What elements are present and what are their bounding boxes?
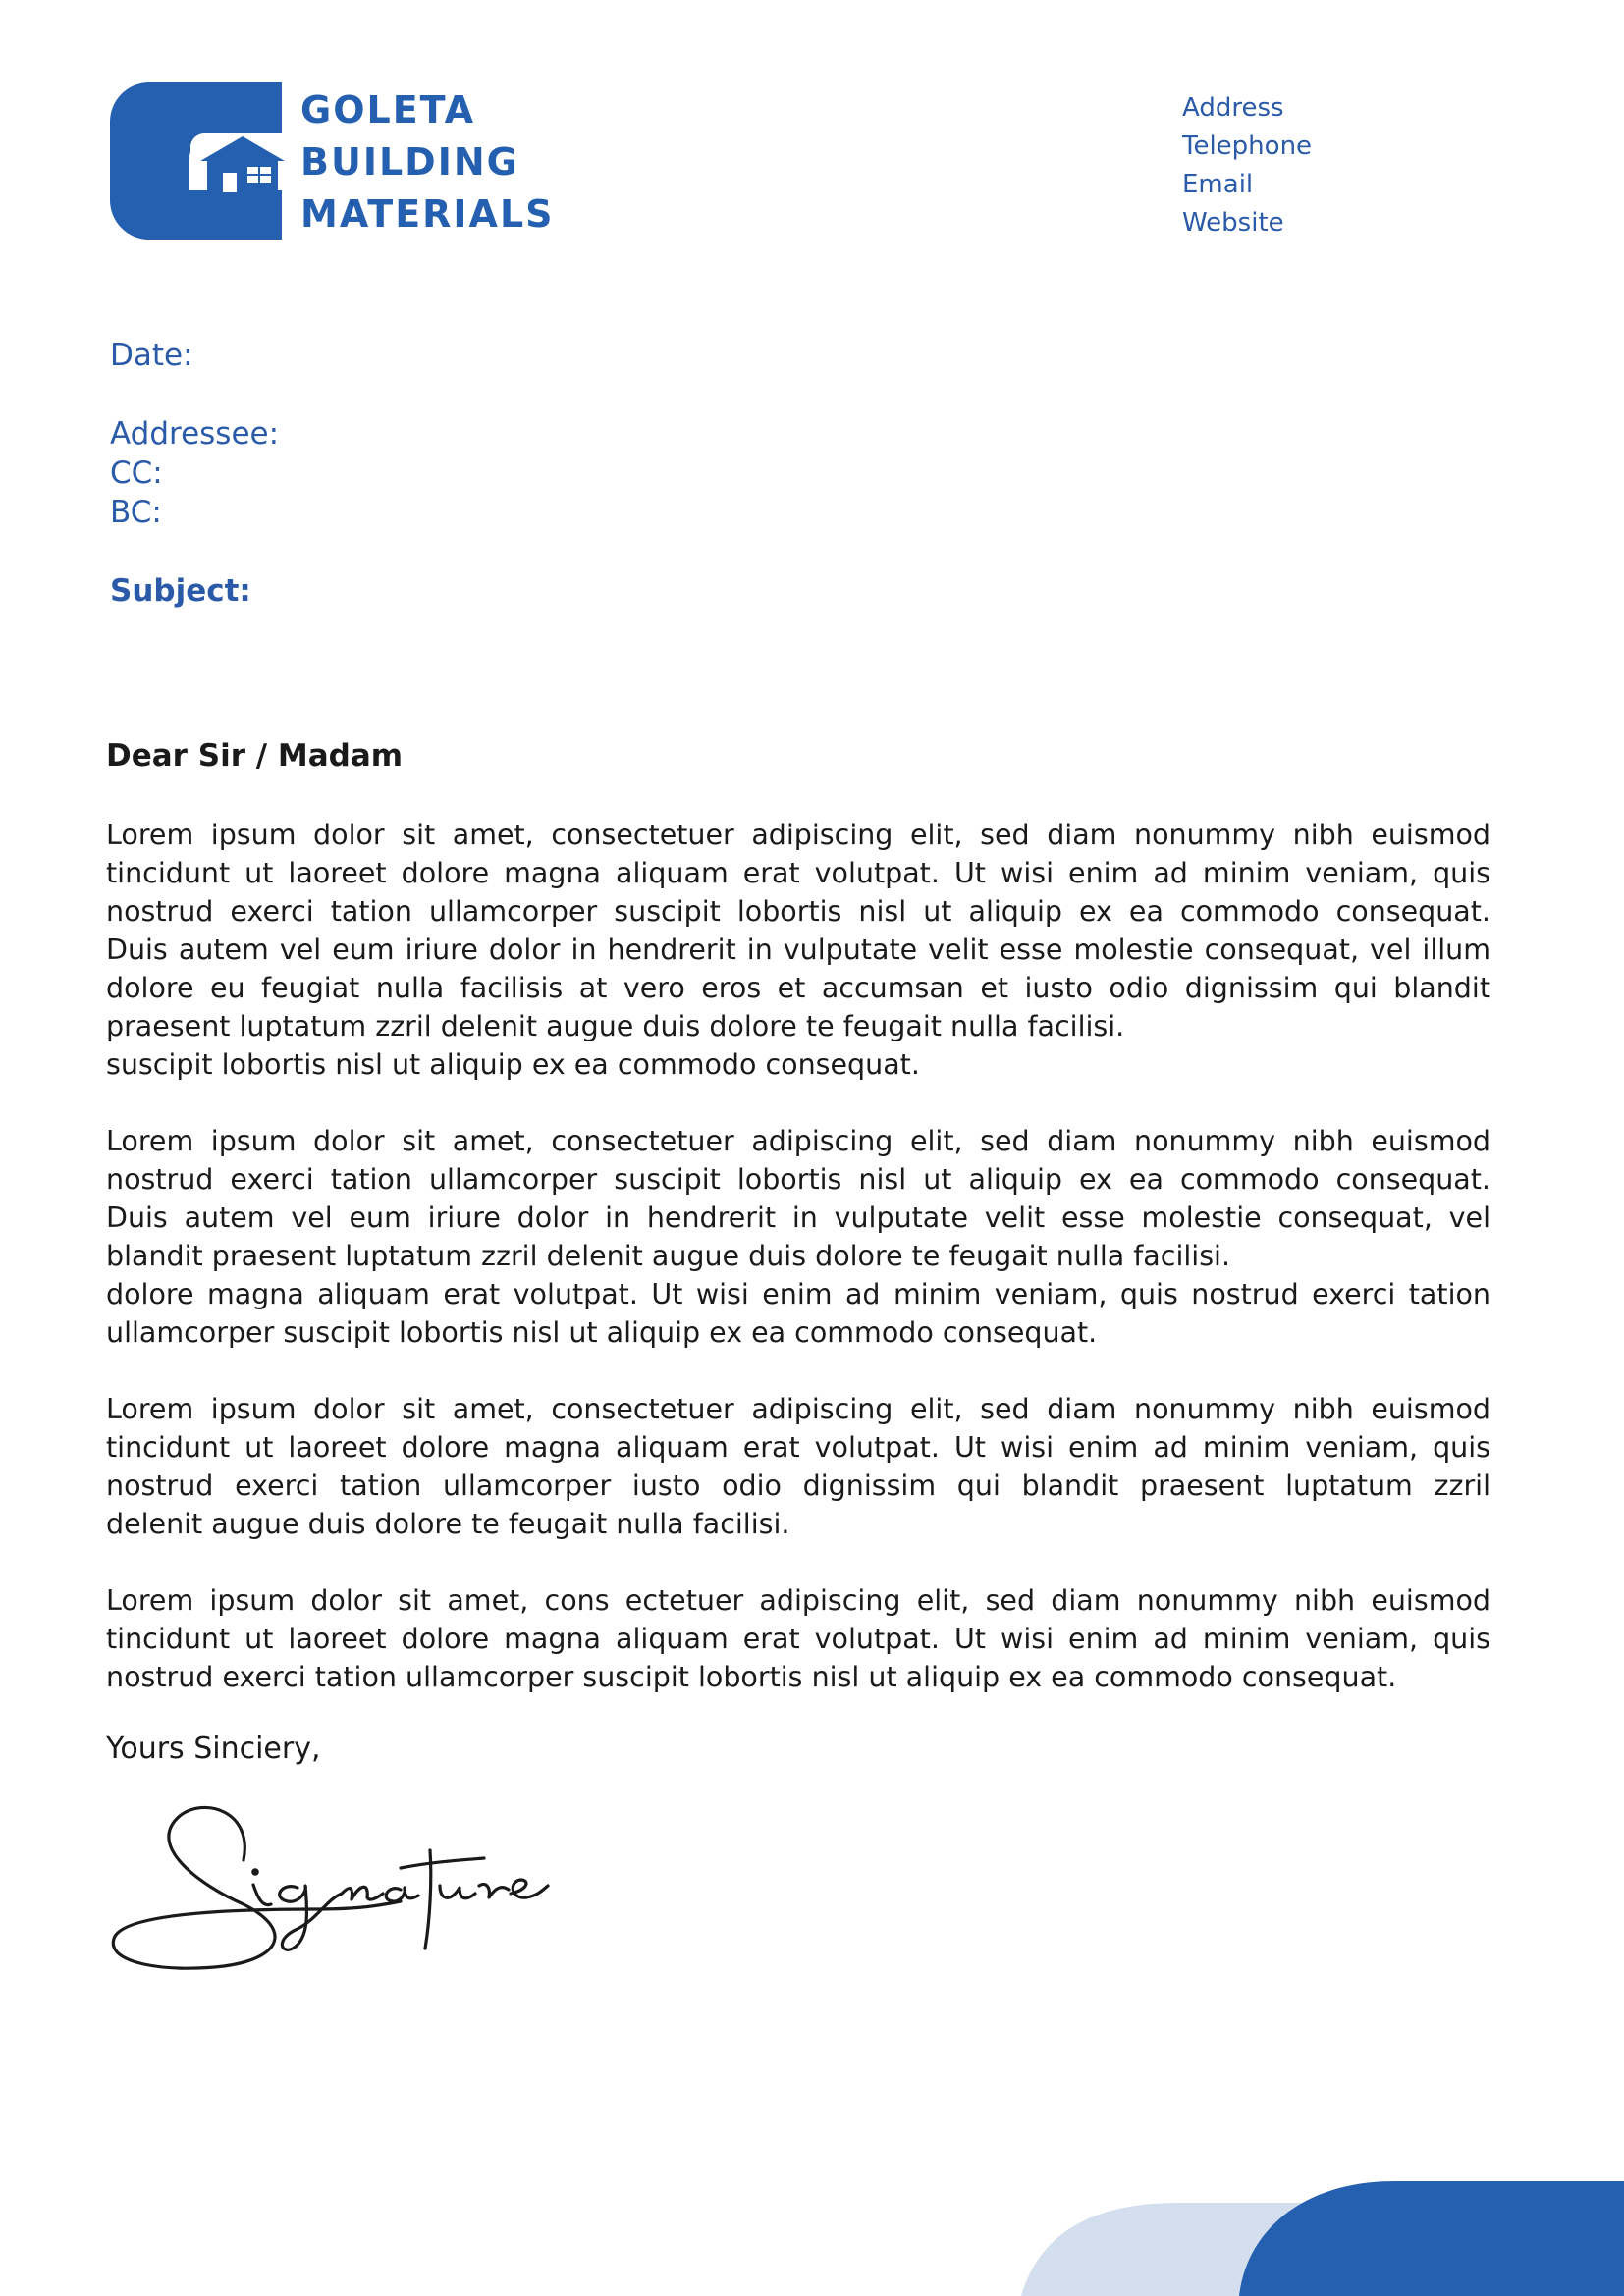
recipient-block: [110, 414, 279, 532]
paragraph-line: praesent luptatum zzril delenit augue duis dolore te feugait nulla facilisi.: [106, 1010, 1125, 1042]
paragraph-line: Lorem ipsum dolor sit amet, cons ectetuer adipiscing elit, sed diam nonummy nibh euismod: [106, 1584, 1490, 1617]
contact-info: [1182, 89, 1312, 242]
company-name: [300, 84, 555, 240]
paragraph-line: blandit praesent luptatum zzril delenit augue duis dolore te feugait nulla facilisi.: [106, 1240, 1231, 1272]
date-label: Date:: [110, 338, 193, 373]
telephone-label: Telephone: [1182, 132, 1313, 161]
address-label: Address: [1182, 93, 1284, 123]
paragraph-line: tincidunt ut laoreet dolore magna aliquam erat volutpat. Ut wisi enim ad minim veniam, quis: [106, 1623, 1490, 1655]
paragraph-line: Lorem ipsum dolor sit amet, consectetuer adipiscing elit, sed diam nonummy nibh euismod: [106, 1125, 1490, 1157]
company-name-line-2: BUILDING: [300, 140, 519, 184]
paragraph-line: nostrud exerci tation ullamcorper suscipit lobortis nisl ut aliquip ex ea commodo consequat.: [106, 1163, 1490, 1196]
paragraph-line: dolore magna aliquam erat volutpat. Ut wisi enim ad minim veniam, quis nostrud exerci tation: [106, 1278, 1490, 1310]
paragraph-line: nostrud exerci tation ullamcorper suscipit lobortis nisl ut aliquip ex ea commodo consequat.: [106, 1661, 1397, 1693]
letter-body: [106, 816, 1490, 1735]
addressee-label: Addressee:: [110, 416, 280, 452]
paragraph-line: suscipit lobortis nisl ut aliquip ex ea commodo consequat.: [106, 1048, 920, 1081]
paragraph-line: Duis autem vel eum iriure dolor in hendrerit in vulputate velit esse molestie consequat, vel: [106, 1201, 1490, 1234]
subject-label: Subject:: [110, 573, 251, 609]
paragraph-line: Duis autem vel eum iriure dolor in hendrerit in vulputate velit esse molestie consequat, vel illum: [106, 934, 1490, 966]
paragraph-line: tincidunt ut laoreet dolore magna aliquam erat volutpat. Ut wisi enim ad minim veniam, quis: [106, 857, 1490, 889]
paragraph-line: Lorem ipsum dolor sit amet, consectetuer adipiscing elit, sed diam nonummy nibh euismod: [106, 1393, 1490, 1425]
company-name-line-1: GOLETA: [300, 88, 476, 132]
paragraph-line: nostrud exerci tation ullamcorper iusto odio dignissim qui blandit praesent luptatum zzril: [106, 1469, 1490, 1502]
cc-label: CC:: [110, 455, 163, 491]
closing-line: Yours Sinciery,: [106, 1732, 321, 1766]
paragraph-line: dolore eu feugiat nulla facilisis at vero eros et accumsan et iusto odio dignissim qui blandit: [106, 972, 1490, 1004]
company-logo: [110, 82, 581, 240]
company-name-line-3: MATERIALS: [300, 192, 555, 236]
paragraph-3: [106, 1390, 1490, 1543]
salutation: Dear Sir / Madam: [106, 738, 404, 774]
website-label: Website: [1182, 208, 1284, 238]
bc-label: BC:: [110, 495, 162, 530]
paragraph-2: [106, 1122, 1490, 1352]
paragraph-line: Lorem ipsum dolor sit amet, consectetuer adipiscing elit, sed diam nonummy nibh euismod: [106, 819, 1490, 851]
paragraph-line: nostrud exerci tation ullamcorper suscipit lobortis nisl ut aliquip ex ea commodo consequat.: [106, 895, 1490, 928]
paragraph-1: [106, 816, 1490, 1084]
paragraph-4: [106, 1581, 1490, 1696]
signature-image: [106, 1791, 656, 1978]
paragraph-line: delenit augue duis dolore te feugait nulla facilisi.: [106, 1508, 790, 1540]
paragraph-line: ullamcorper suscipit lobortis nisl ut aliquip ex ea commodo consequat.: [106, 1316, 1098, 1349]
logo-mark-icon: [110, 82, 297, 240]
paragraph-line: tincidunt ut laoreet dolore magna aliquam erat volutpat. Ut wisi enim ad minim veniam, quis: [106, 1431, 1490, 1464]
email-label: Email: [1182, 170, 1254, 199]
